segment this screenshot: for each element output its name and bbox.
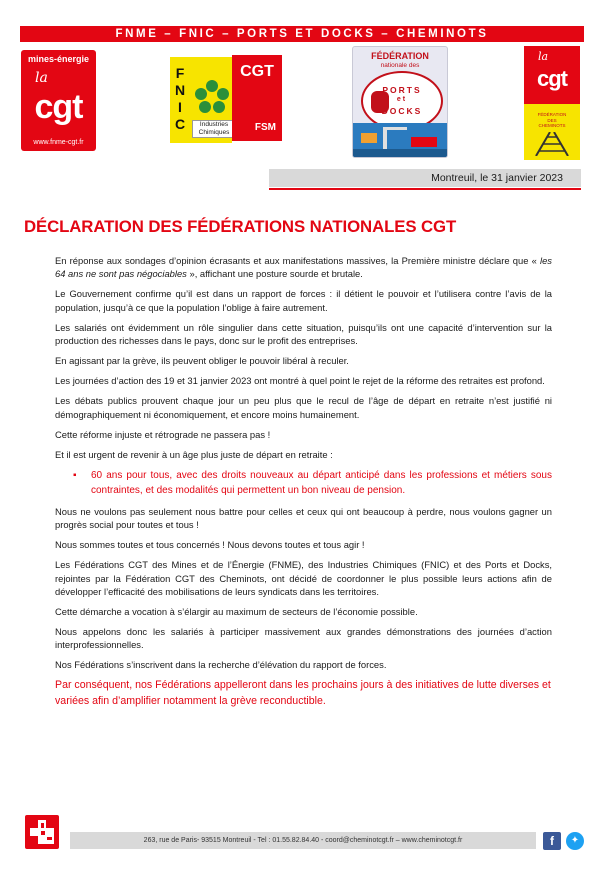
demand-list <box>55 468 552 498</box>
cheminots-logo-subtitle: FÉDÉRATION DES CHEMINOTS <box>537 112 567 128</box>
flower-icon <box>194 79 230 115</box>
quote-text: les 64 ans ne sont pas négociables <box>55 255 552 280</box>
fnic-yellow-panel <box>170 57 232 143</box>
paragraph: Nous sommes toutes et tous concernés ! Nous devons toutes et tous agir ! <box>55 539 365 551</box>
paragraph <box>55 254 552 281</box>
cheminots-logo-la: la <box>538 50 549 63</box>
cheminots-red-panel <box>524 46 580 104</box>
ports-logo-ports: PORTS <box>382 85 422 95</box>
declaration-body <box>55 254 552 717</box>
paragraph: Les Fédérations CGT des Mines et de l’Énergie (FNME), des Industries Chimiques (FNIC) et des Ports et Docks, rejointes par la Fédération CGT des Cheminots, ont décidé de coordonner le plus possible leurs actions afin de développer l’efficacité des mobilisations de leurs syndicats dans les territoires. <box>55 559 552 597</box>
mines-logo-cgt: cgt <box>34 88 83 126</box>
page-title: DÉCLARATION DES FÉDÉRATIONS NATIONALES CGT <box>24 217 457 236</box>
fnic-letters <box>173 65 187 133</box>
date-line: Montreuil, le 31 janvier 2023 <box>269 169 581 187</box>
qr-code-icon[interactable] <box>25 815 59 849</box>
rails-icon <box>530 132 574 156</box>
ports-logo-circle <box>361 71 443 131</box>
ports-docks-logo <box>352 46 448 158</box>
footer-address: 263, rue de Paris- 93515 Montreuil - Tel : 01.55.82.84.40 - coord@cheminotcgt.fr – www.cheminotcgt.fr <box>70 832 536 849</box>
ports-scene-icon <box>353 123 447 157</box>
fnic-cgt-logo <box>170 55 285 145</box>
paragraph: En agissant par la grève, ils peuvent obliger le pouvoir libéral à reculer. <box>55 355 349 367</box>
mines-logo-url: www.fnme-cgt.fr <box>33 139 84 146</box>
header-federations-band: FNME – FNIC – PORTS ET DOCKS – CHEMINOTS <box>20 26 584 42</box>
facebook-icon[interactable]: f <box>543 832 561 850</box>
conclusion-paragraph: Par conséquent, nos Fédérations appelleront dans les prochains jours à des initiatives de lutte diverses et variées afin d’amplifier notamment la grève reconductible. <box>55 679 551 708</box>
twitter-icon[interactable]: ✦ <box>566 832 584 850</box>
paragraph: Et il est urgent de revenir à un âge plus juste de départ en retraite : <box>55 448 333 460</box>
paragraph: Les débats publics prouvent chaque jour un peu plus que le recul de l’âge de départ en retraite n’est justifié ni démographiquement ni économiquement, et encore moins humainement. <box>55 395 552 420</box>
demand-item: ▪ 60 ans pour tous, avec des droits nouveaux au départ anticipé dans les professions et métiers sous contraintes, et des modalités qui permettent un bon niveau de pension. <box>55 468 552 498</box>
cheminots-cgt-logo <box>524 46 580 160</box>
fnic-logo-fsm: FSM <box>254 122 276 133</box>
fnme-cgt-logo <box>21 50 96 151</box>
ports-logo-docks: DOCKS <box>381 106 423 116</box>
mines-logo-la: la <box>35 70 48 86</box>
fnic-letter: I <box>178 99 182 115</box>
paragraph: Les journées d’action des 19 et 31 janvier 2023 ont montré à quel point le rejet de la réforme des retraites est profond. <box>55 375 545 387</box>
ports-logo-federation: FÉDÉRATION <box>371 51 429 61</box>
fnic-letter: F <box>175 65 185 81</box>
fnic-subtitle: Industries Chimiques <box>192 120 236 138</box>
paragraph: Nos Fédérations s’inscrivent dans la recherche d’élévation du rapport de forces. <box>55 659 387 671</box>
ports-logo-et: et <box>396 96 408 103</box>
paragraph-text: En réponse aux sondages d’opinion écrasants et aux manifestations massives, la Première ministre déclare que « <box>55 255 541 266</box>
ports-logo-nationale: nationale des <box>380 62 420 69</box>
paragraph: Le Gouvernement confirme qu’il est dans un rapport de forces : il détient le pouvoir et l’utilisera contre l’avis de la population, jusqu’à ce que la population l’oblige à faire autrement. <box>55 288 552 313</box>
qr-code-pattern <box>30 820 54 844</box>
fnic-letter: N <box>174 82 186 98</box>
paragraph: Nous ne voulons pas seulement nous battre pour celles et ceux qui ont beaucoup à perdre, nous voulons gagner un progrès social pour toutes et tous ! <box>55 505 552 531</box>
fnic-letter: C <box>174 116 186 132</box>
fnic-red-panel <box>232 55 282 141</box>
paragraph-text: », affichant une posture sourde et brutale. <box>186 268 363 280</box>
mines-logo-top: mines-énergie <box>27 54 90 64</box>
crane-icon <box>353 123 447 157</box>
paragraph: Les salariés ont évidemment un rôle singulier dans cette situation, puisqu’ils ont une capacité d’intervention sur la production des richesses dans le pays, donc sur le profit des entreprises. <box>55 321 552 347</box>
cheminots-logo-cgt: cgt <box>537 66 567 91</box>
paragraph: Cette démarche a vocation à s’élargir au maximum de secteurs de l’économie possible. <box>55 605 418 617</box>
paragraph: Nous appelons donc les salariés à participer massivement aux grandes démonstrations des journées d’action interprofessionnelles. <box>55 626 552 651</box>
paragraph: Cette réforme injuste et rétrograde ne passera pas ! <box>55 428 271 440</box>
fnic-logo-cgt: CGT <box>240 63 274 80</box>
